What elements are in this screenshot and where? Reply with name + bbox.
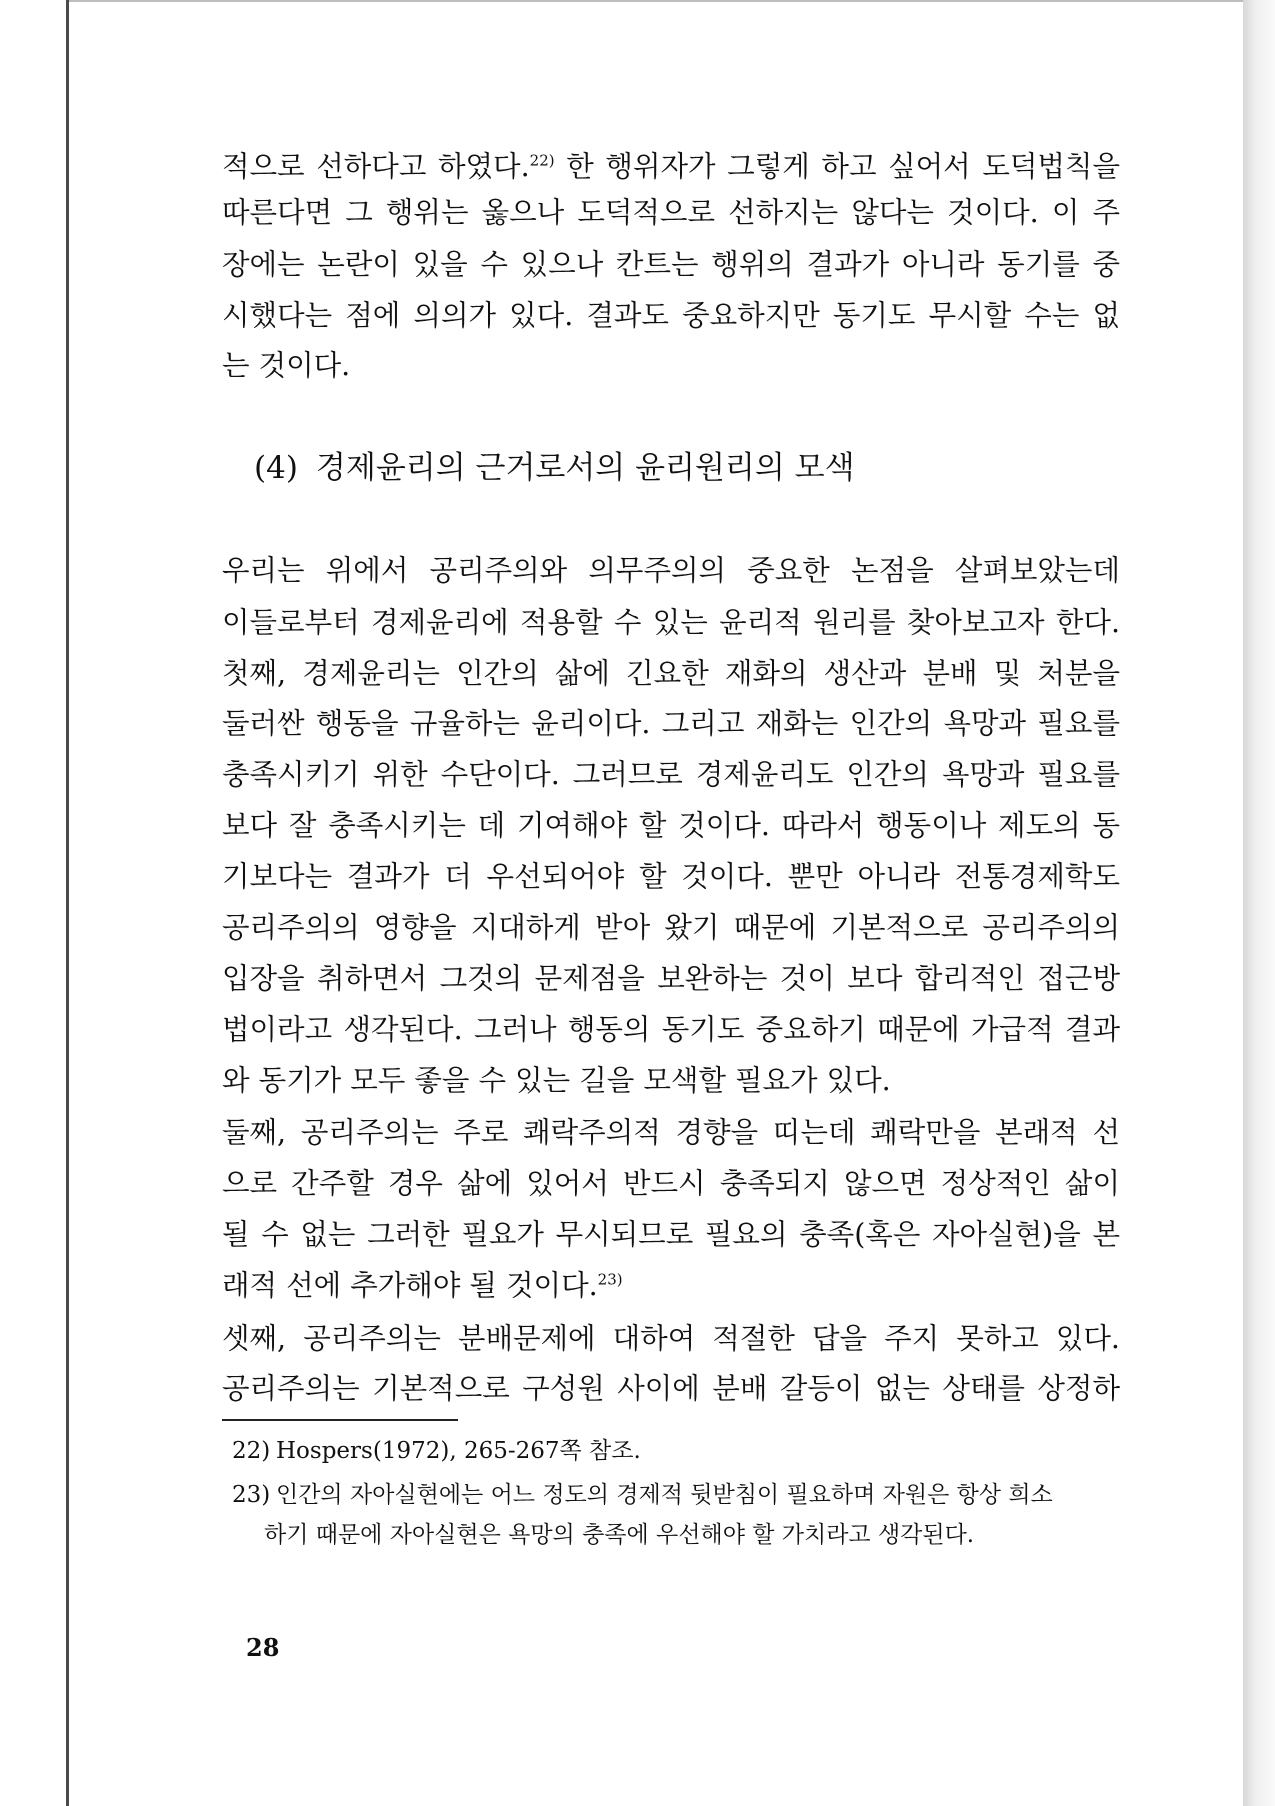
section-heading <box>254 440 855 496</box>
text-line-part: 래적 선에 추가해야 될 것이다. <box>222 1269 598 1302</box>
text-line: 으로 간주할 경우 삶에 있어서 반드시 충족되지 않으면 정상적인 삶이 <box>222 1167 1120 1200</box>
text-line: 공리주의는 기본적으로 구성원 사이에 분배 갈등이 없는 상태를 상정하 <box>222 1372 1120 1405</box>
section-title: 경제윤리의 근거로서의 윤리원리의 모색 <box>315 450 855 486</box>
text-line: 기보다는 결과가 더 우선되어야 할 것이다. 뿐만 아니라 전통경제학도 <box>222 860 1120 893</box>
text-line: 우리는 위에서 공리주의와 의무주의의 중요한 논점을 살펴보았는데 <box>222 554 1120 587</box>
book-page <box>69 2 1243 1804</box>
footnote-separator <box>222 1419 458 1421</box>
text-line: 이들로부터 경제윤리에 적용할 수 있는 윤리적 원리를 찾아보고자 한다. <box>222 606 1120 639</box>
page-right-shadow <box>1243 0 1275 1806</box>
text-line: 시했다는 점에 의의가 있다. 결과도 중요하지만 동기도 무시할 수는 없 <box>222 299 1120 332</box>
text-line <box>222 143 1120 191</box>
footnote-23 <box>232 1476 1120 1514</box>
text-line: 입장을 취하면서 그것의 문제점을 보완하는 것이 보다 합리적인 접근방 <box>222 962 1120 995</box>
section-number: (4) <box>254 450 298 486</box>
text-line: 될 수 없는 그러한 필요가 무시되므로 필요의 충족(혹은 자아실현)을 본 <box>222 1218 1120 1251</box>
text-line-part: 적으로 선하다고 하였다. <box>222 150 530 183</box>
footnote-text: 인간의 자아실현에는 어느 정도의 경제적 뒷받침이 필요하며 자원은 항상 희소 <box>276 1482 1053 1508</box>
text-line <box>222 1262 1120 1310</box>
text-line: 첫째, 경제윤리는 인간의 삶에 긴요한 재화의 생산과 분배 및 처분을 <box>222 657 1120 690</box>
text-line-part: 한 행위자가 그렇게 하고 싶어서 도덕법칙을 <box>554 150 1120 183</box>
text-line: 는 것이다. <box>222 349 351 382</box>
text-line: 둘째, 공리주의는 주로 쾌락주의적 경향을 띠는데 쾌락만을 본래적 선 <box>222 1116 1120 1149</box>
text-line: 셋째, 공리주의는 분배문제에 대하여 적절한 답을 주지 못하고 있다. <box>222 1322 1120 1355</box>
footnote-22 <box>232 1432 1120 1470</box>
text-line: 와 동기가 모두 좋을 수 있는 길을 모색할 필요가 있다. <box>222 1064 891 1097</box>
footnote-ref-23: 23) <box>597 1270 623 1289</box>
text-line: 장에는 논란이 있을 수 있으나 칸트는 행위의 결과가 아니라 동기를 중 <box>222 248 1120 281</box>
footnote-23-continuation: 하기 때문에 자아실현은 욕망의 충족에 우선해야 할 가치라고 생각된다. <box>264 1522 975 1548</box>
text-line: 따른다면 그 행위는 옳으나 도덕적으로 선하지는 않다는 것이다. 이 주 <box>222 196 1120 229</box>
footnote-ref-22: 22) <box>529 151 555 170</box>
footnote-text: Hospers(1972), 265-267쪽 참조. <box>276 1438 641 1464</box>
text-line: 법이라고 생각된다. 그러나 행동의 동기도 중요하기 때문에 가급적 결과 <box>222 1013 1120 1046</box>
text-line: 보다 잘 충족시키는 데 기여해야 할 것이다. 따라서 행동이나 제도의 동 <box>222 809 1120 842</box>
page-number: 28 <box>246 1633 280 1662</box>
footnote-number: 22) <box>232 1438 271 1464</box>
text-line: 둘러싼 행동을 규율하는 윤리이다. 그리고 재화는 인간의 욕망과 필요를 <box>222 707 1120 740</box>
text-line: 공리주의의 영향을 지대하게 받아 왔기 때문에 기본적으로 공리주의의 <box>222 911 1120 944</box>
text-line: 충족시키기 위한 수단이다. 그러므로 경제윤리도 인간의 욕망과 필요를 <box>222 758 1120 791</box>
footnote-number: 23) <box>232 1482 271 1508</box>
